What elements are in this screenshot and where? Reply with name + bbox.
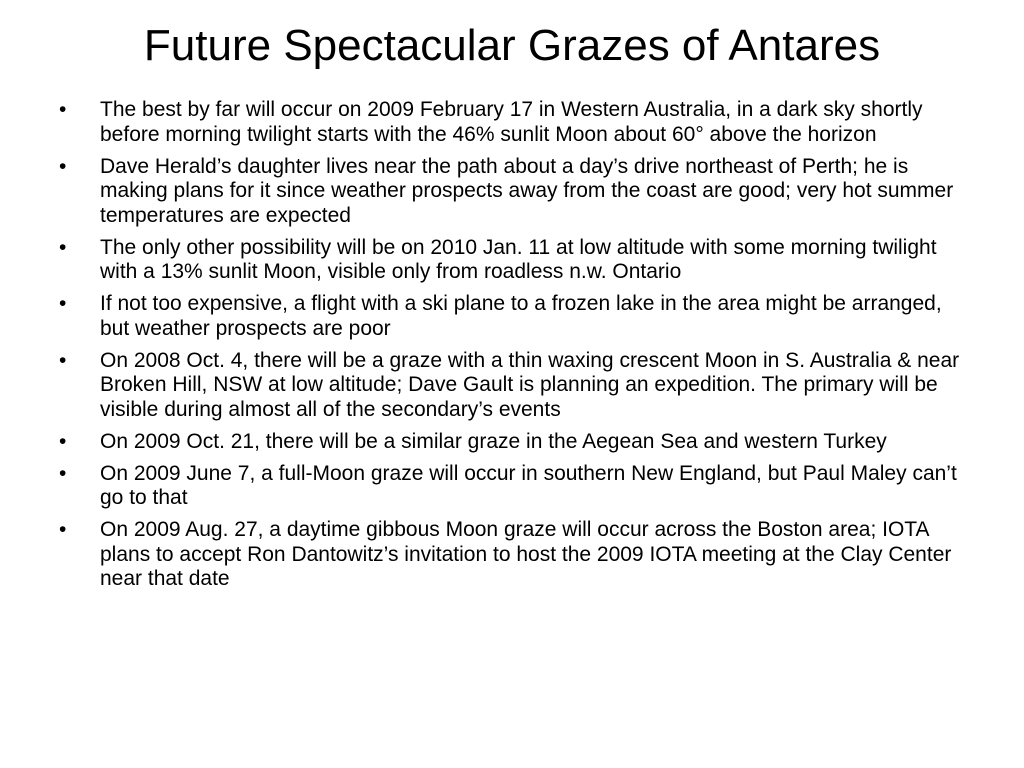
bullet-dot: • xyxy=(59,154,67,178)
bullet-item xyxy=(56,236,976,285)
bullet-text: On 2009 Oct. 21, there will be a similar graze in the Aegean Sea and western Turkey xyxy=(100,429,887,453)
bullet-item xyxy=(56,98,976,147)
bullet-dot: • xyxy=(59,348,67,372)
bullet-dot: • xyxy=(59,98,67,121)
bullet-item xyxy=(56,462,976,511)
bullet-text: On 2009 June 7, a full-Moon graze will occur in southern New England, but Paul Maley can’t go to that xyxy=(100,461,957,509)
bullet-text: Dave Herald’s daughter lives near the path about a day’s drive northeast of Perth; he is making plans for it since weather prospects away from the coast are good; very hot summer temperatures are expected xyxy=(100,154,954,227)
slide-title: Future Spectacular Grazes of Antares xyxy=(143,21,881,70)
bullet-dot: • xyxy=(59,461,67,485)
bullet-dot: • xyxy=(59,518,67,541)
bullet-text: If not too expensive, a flight with a ski plane to a frozen lake in the area might be arranged, but weather prospects are poor xyxy=(100,292,942,340)
bullet-item xyxy=(56,430,976,455)
bullet-text: On 2009 Aug. 27, a daytime gibbous Moon graze will occur across the Boston area; IOTA plans to accept Ron Dantowitz’s invitation to host the 2009 IOTA meeting at the Clay Center near that date xyxy=(100,518,952,590)
bullet-item xyxy=(56,155,976,229)
bullet-dot: • xyxy=(59,429,67,453)
bullet-item xyxy=(56,292,976,341)
bullet-item xyxy=(56,349,976,423)
bullet-text: The only other possibility will be on 2010 Jan. 11 at low altitude with some morning twilight with a 13% sunlit Moon, visible only from roadless n.w. Ontario xyxy=(100,235,937,283)
bullet-text: The best by far will occur on 2009 February 17 in Western Australia, in a dark sky shortly before morning twilight starts with the 46% sunlit Moon about 60° above the horizon xyxy=(100,98,923,146)
bullet-text: On 2008 Oct. 4, there will be a graze with a thin waxing crescent Moon in S. Australia & near Broken Hill, NSW at low altitude; Dave Gault is planning an expedition. The primary will be visible during almost all of the secondary’s events xyxy=(100,348,960,421)
bullet-dot: • xyxy=(59,292,67,315)
bullet-item xyxy=(56,518,976,592)
bullet-dot: • xyxy=(59,235,67,259)
bullet-list xyxy=(56,98,976,599)
